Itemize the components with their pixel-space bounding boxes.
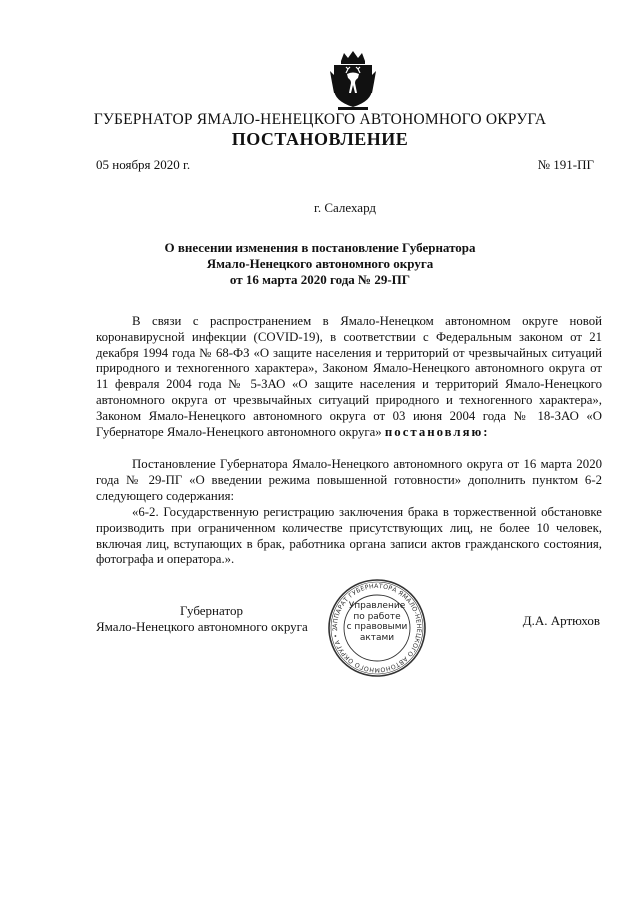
signatory-name: Д.А. Артюхов <box>522 613 600 628</box>
amendment-paragraph: Постановление Губернатора Ямало-Ненецкого автономного округа от 16 марта 2020 года № 29-ПГ «О введении режима повышенной готовности» дополнить пунктом 6-2 следующего содержания: <box>96 457 602 503</box>
signatory-title-line: Губернатор <box>180 603 243 618</box>
preamble-text: В связи с распространением в Ямало-Ненецком автономном округе новой коронавирусной инфекции (COVID-19), в соответствии с Федеральным законом от 21 декабря 1994 года № 68-ФЗ «О защите населения и территорий от чрезвычайных ситуаций природного и техногенного характера», Законом Ямало-Ненецкого автономного округа от 11 февраля 2004 года № 5-ЗАО «О защите населения и территорий Ямало-Ненецкого автономного округа от чрезвычайных ситуаций природного и техногенного характера», Законом Ямало-Ненецкого автономного округа от 03 июня 2004 года № 18-ЗАО «О Губернаторе Ямало-Ненецкого автономного округа» <box>96 314 602 439</box>
document-title <box>0 240 640 288</box>
title-line: О внесении изменения в постановление Губернатора <box>164 240 476 255</box>
title-line: Ямало-Ненецкого автономного округа <box>206 256 434 271</box>
stamp-center-label <box>327 601 427 643</box>
document-type: ПОСТАНОВЛЕНИЕ <box>231 129 409 149</box>
resolution-keyword: постановляю: <box>384 424 490 439</box>
amendment-text-paragraph: «6-2. Государственную регистрацию заключения брака в торжественной обстановке производить при ограниченном количестве присутствующих лиц, не более 10 человек, включая лиц, вступающих в брак, работника органа записи актов гражданского состояния, фотографа и оператора.». <box>96 505 602 567</box>
stamp-ring-text: АППАРАТ ГУБЕРНАТОРА ЯМАЛО-НЕНЕЦКОГО АВТОНОМНОГО ОКРУГА • 2 <box>331 582 423 674</box>
stamp-line: Управление <box>348 601 406 611</box>
stamp-line: актами <box>359 632 395 643</box>
document-number: № 191-ПГ <box>537 157 594 172</box>
title-line: от 16 марта 2020 года № 29-ПГ <box>229 272 411 287</box>
signatory-title <box>96 603 336 635</box>
issuing-authority: ГУБЕРНАТОР ЯМАЛО-НЕНЕЦКОГО АВТОНОМНОГО ОКРУГА <box>93 111 547 128</box>
stamp-line: по работе <box>353 611 401 622</box>
document-city: г. Салехард <box>313 200 377 215</box>
document-date: 05 ноября 2020 г. <box>96 157 191 172</box>
coat-of-arms-emblem <box>328 49 378 111</box>
signatory-title-line: Ямало-Ненецкого автономного округа <box>96 619 308 634</box>
preamble-paragraph <box>96 314 602 440</box>
stamp-line: с правовыми <box>346 622 408 632</box>
